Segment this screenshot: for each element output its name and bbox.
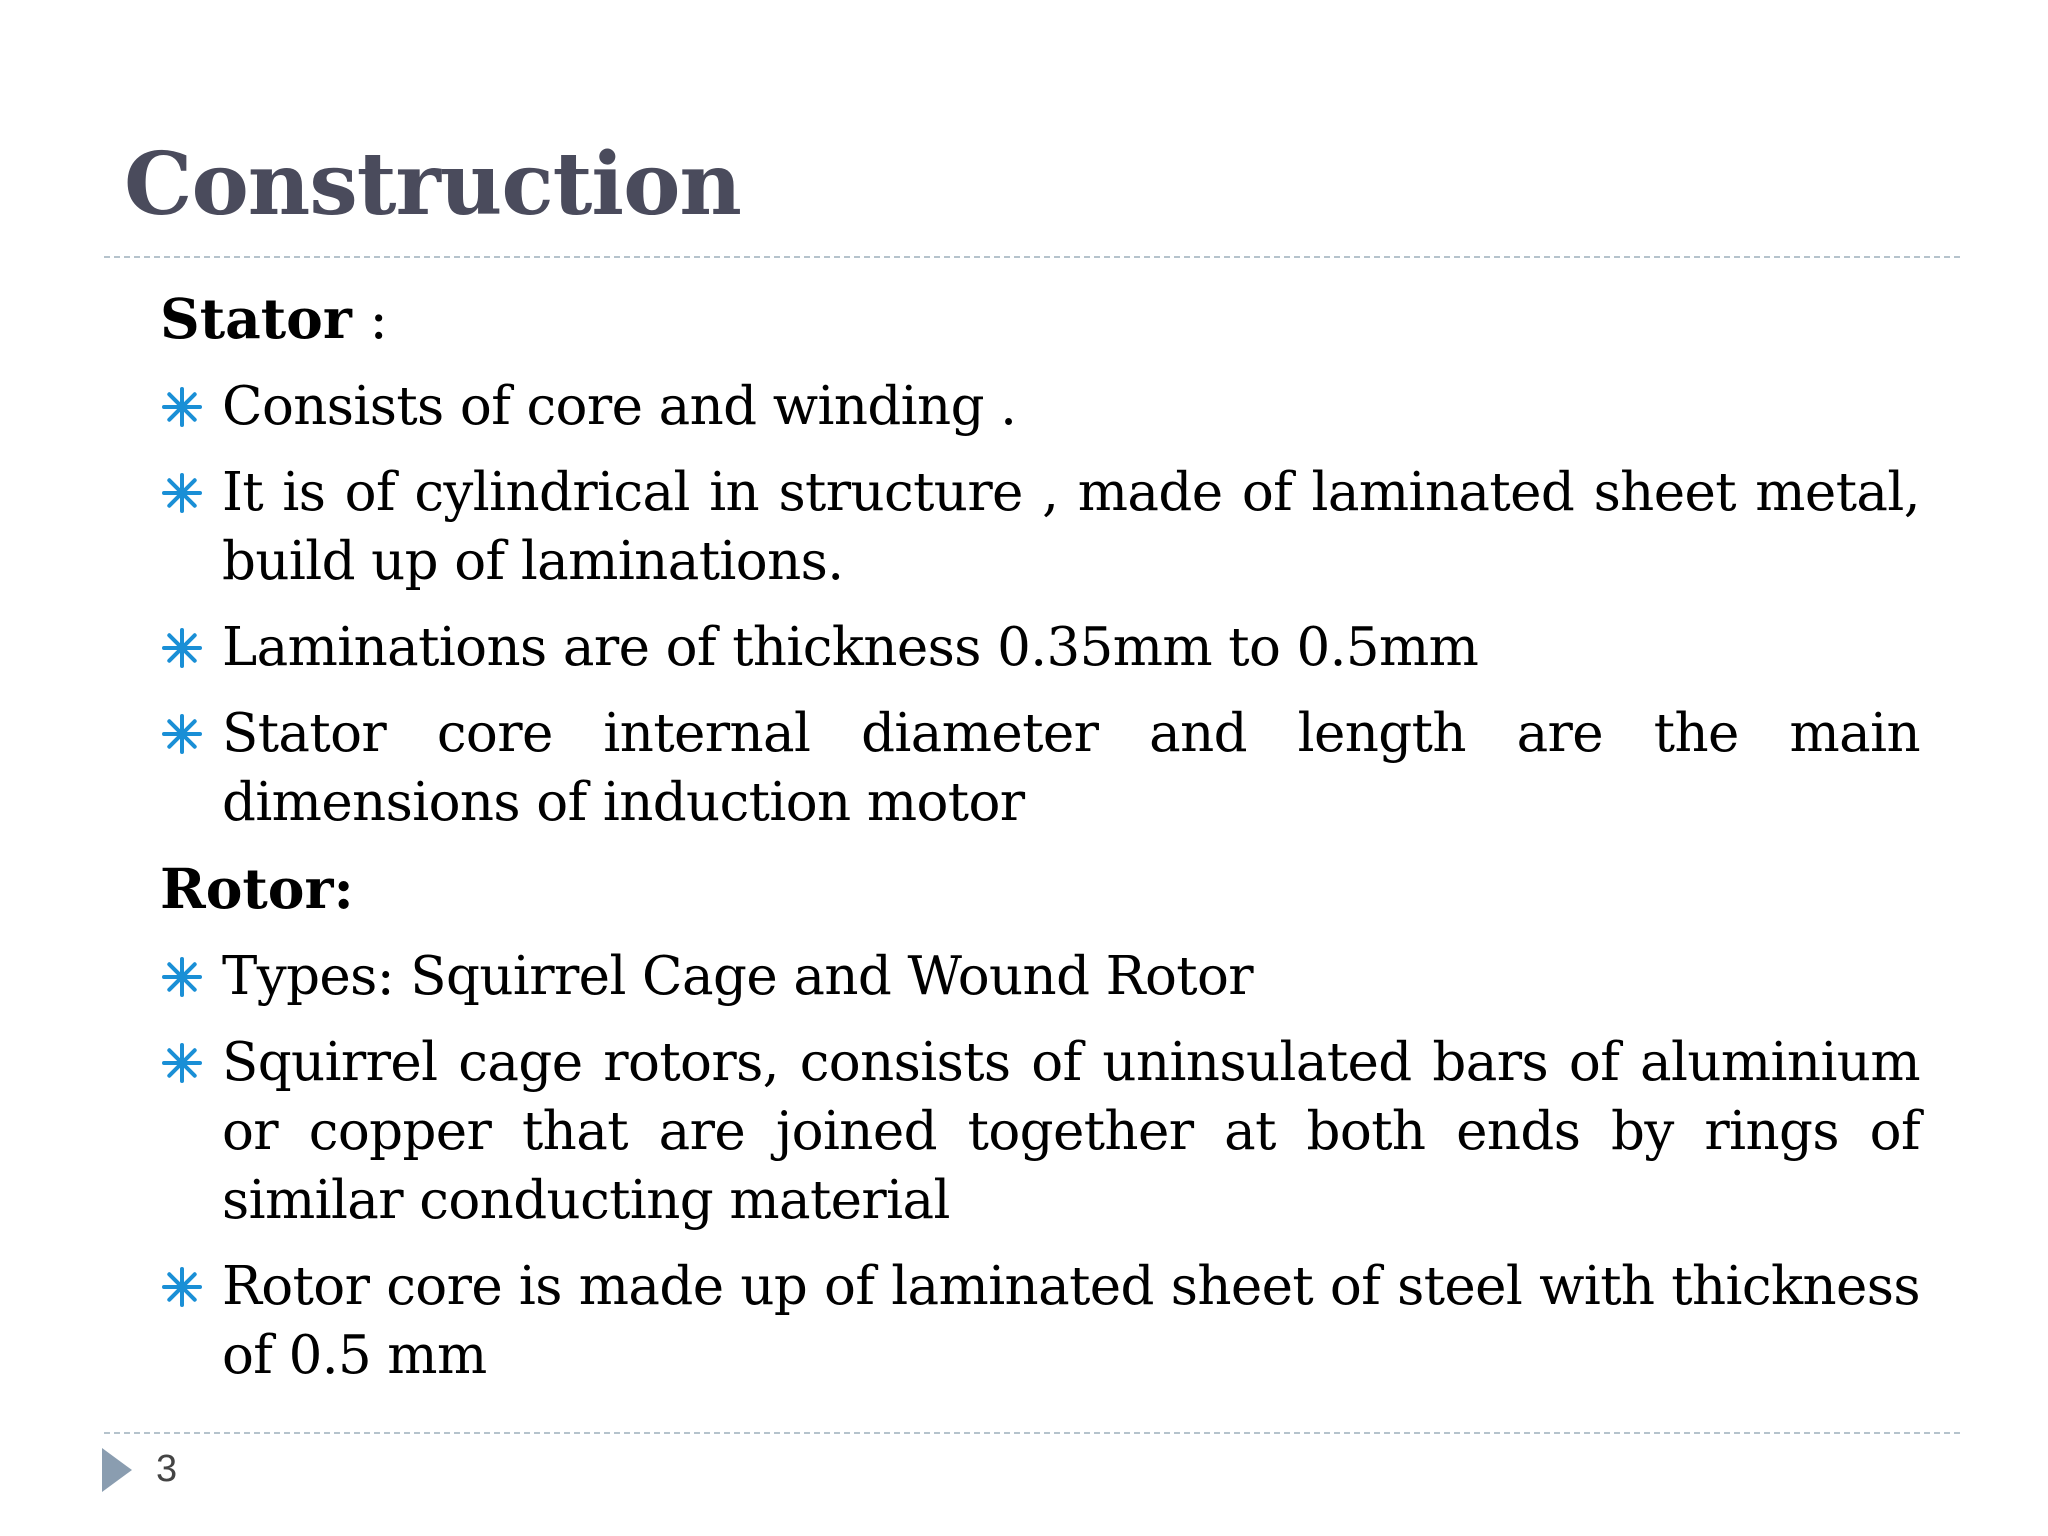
page-number: 3 (156, 1448, 178, 1490)
star-bullet-icon (160, 1252, 204, 1321)
star-bullet-icon (160, 942, 204, 1011)
list-item (160, 942, 1920, 1011)
bullet-text: Rotor core is made up of laminated sheet of steel with thickness of 0.5 mm (222, 1256, 1920, 1386)
bullet-text: Consists of core and winding . (222, 376, 1017, 437)
title-divider (104, 256, 1960, 258)
bullet-text: Laminations are of thickness 0.35mm to 0.5mm (222, 617, 1479, 678)
triangle-arrow-icon (102, 1448, 132, 1492)
star-bullet-icon (160, 613, 204, 682)
star-bullet-icon (160, 458, 204, 527)
star-bullet-icon (160, 372, 204, 441)
list-item (160, 613, 1920, 682)
list-item (160, 699, 1920, 837)
rotor-heading (160, 854, 1920, 924)
bullet-text: Squirrel cage rotors, consists of uninsulated bars of aluminium or copper that are joined together at both ends by rings of similar conducting material (222, 1032, 1920, 1231)
slide-content (160, 284, 1920, 1407)
list-item (160, 458, 1920, 596)
stator-heading-separator: : (351, 287, 388, 351)
list-item (160, 372, 1920, 441)
bullet-text: It is of cylindrical in structure , made of laminated sheet metal, build up of laminations. (222, 462, 1920, 592)
bullet-text: Types: Squirrel Cage and Wound Rotor (222, 946, 1254, 1007)
list-item (160, 1252, 1920, 1390)
star-bullet-icon (160, 699, 204, 768)
slide-title: Construction (124, 134, 741, 235)
stator-bullet-list (160, 372, 1920, 837)
list-item (160, 1028, 1920, 1235)
star-bullet-icon (160, 1028, 204, 1097)
rotor-heading-text: Rotor: (160, 856, 354, 921)
bullet-text: Stator core internal diameter and length are the main dimensions of induction motor (222, 703, 1920, 833)
footer-divider (104, 1432, 1960, 1434)
rotor-bullet-list (160, 942, 1920, 1390)
stator-heading-text: Stator (160, 286, 352, 351)
stator-heading (160, 284, 1920, 354)
